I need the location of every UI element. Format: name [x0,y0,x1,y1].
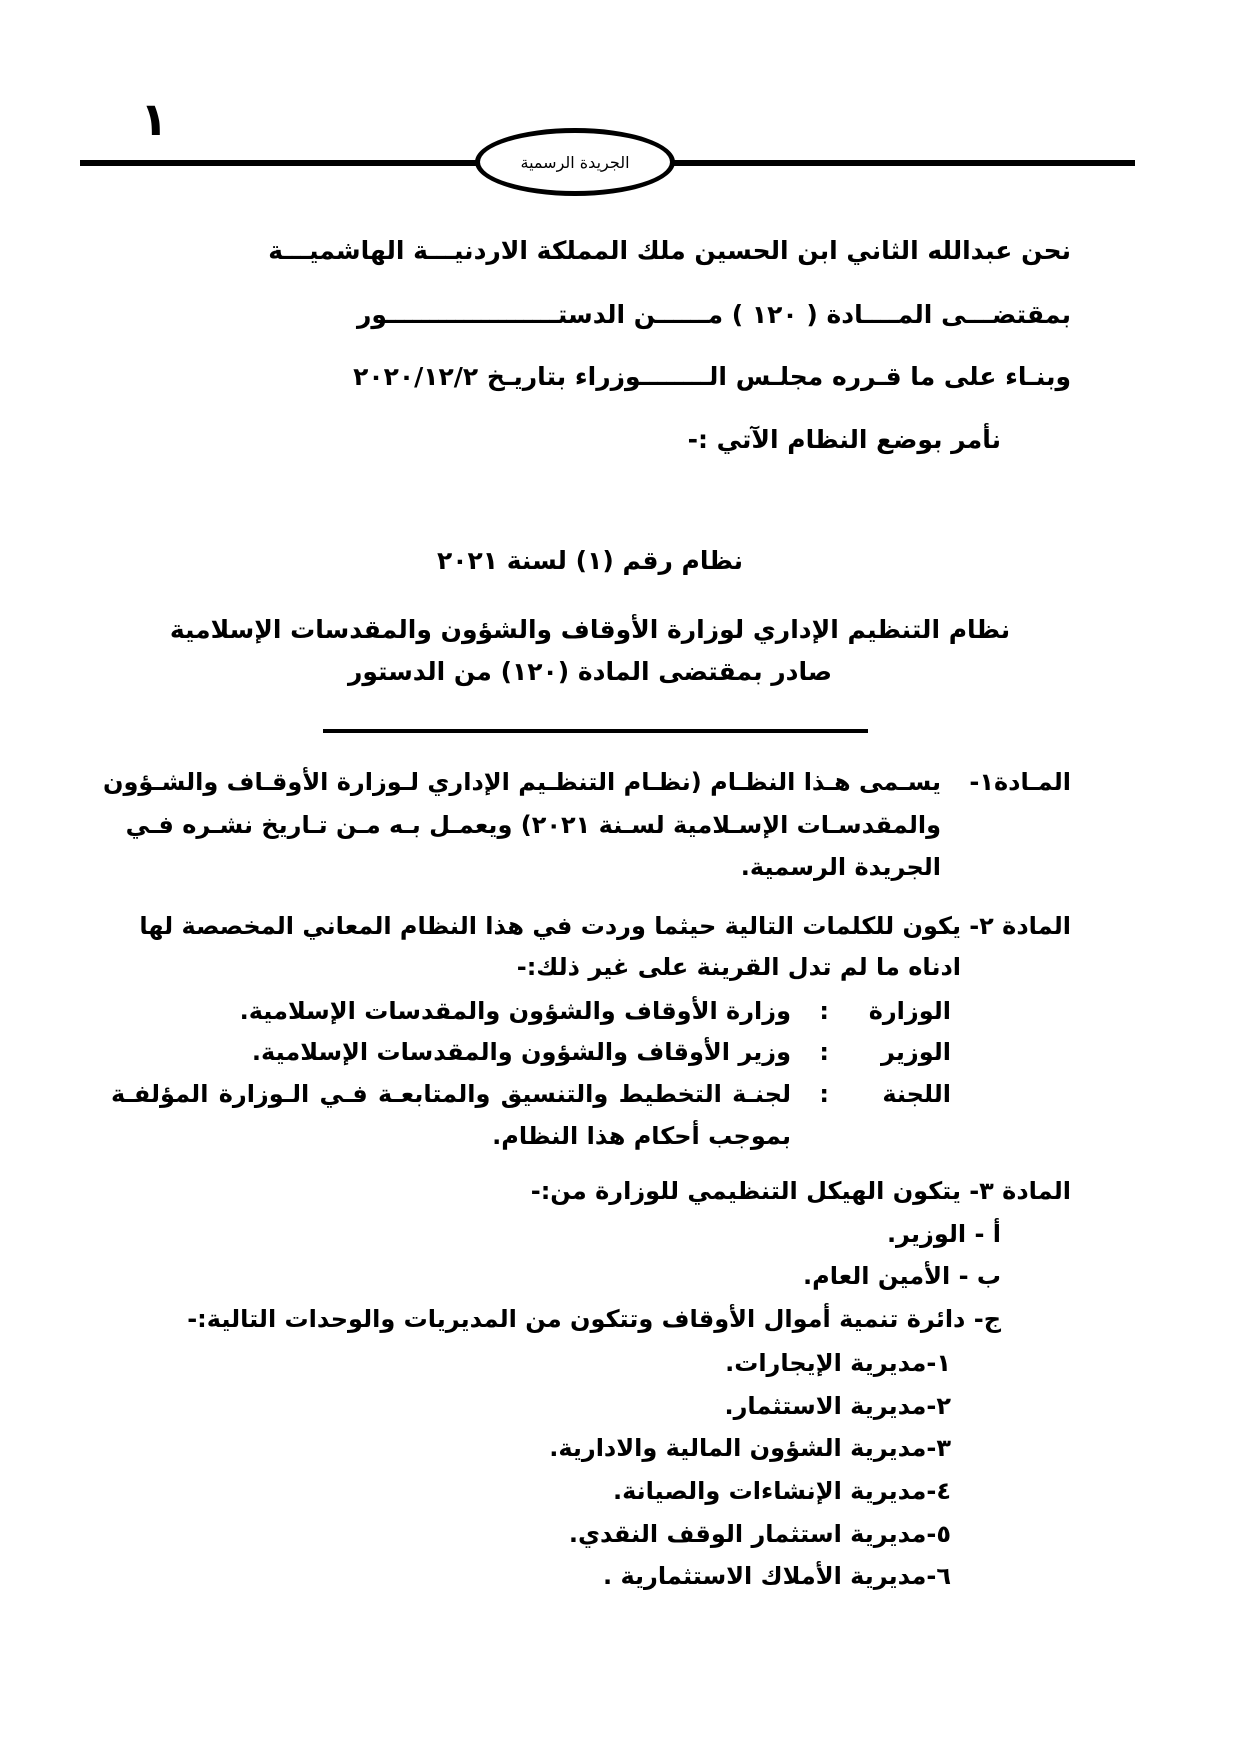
definition-meaning: وزير الأوقاف والشؤون والمقدسات الإسلامية. [251,1038,791,1066]
definition-term: الوزير [880,1038,951,1066]
definition-continuation: بموجب أحكام هذا النظام. [492,1122,791,1150]
article-1-label: المـادة١- [969,768,1071,796]
directorate-item: ١-مديرية الإيجارات. [725,1349,951,1377]
definition-colon: : [819,1080,829,1108]
directorate-item: ٦-مديرية الأملاك الاستثمارية . [603,1562,951,1590]
definition-term: اللجنة [882,1080,951,1108]
definition-colon: : [819,1038,829,1066]
definition-term: الوزارة [868,997,951,1025]
preamble-line-1: نحن عبدالله الثاني ابن الحسين ملك المملكة الاردنيـــة الهاشميـــة [268,236,1071,265]
definition-meaning: لجنـة التخطيط والتنسيق والمتابعـة فـي الـوزارة المؤلفـة [111,1080,791,1108]
regulation-name-line-2: صادر بمقتضى المادة (١٢٠) من الدستور [347,657,833,686]
page-number: ١ [140,92,169,146]
directorate-item: ٢-مديرية الاستثمار. [724,1392,951,1420]
gazette-label: الجريدة الرسمية [520,152,630,172]
regulation-number-title: نظام رقم (١) لسنة ٢٠٢١ [437,546,743,575]
article-3-intro: يتكون الهيكل التنظيمي للوزارة من:- [530,1177,961,1205]
article-1-line-2: والمقدسـات الإسـلامية لسـنة ٢٠٢١) ويعمـل بـه مـن تـاريخ نشـره فـي [125,811,941,839]
preamble-line-4: نأمر بوضع النظام الآتي :- [687,425,1001,454]
article-2-line-2: ادناه ما لم تدل القرينة على غير ذلك:- [516,953,961,981]
gazette-header-oval [475,128,675,196]
article-3-label: المادة ٣- [969,1177,1071,1205]
header-rule-left [80,160,485,166]
article-2-label: المادة ٢- [969,912,1071,940]
preamble-line-2: بمقتضـــى المــــادة ( ١٢٠ ) مــــــن الدستــــــــــــــــــــور [356,300,1071,329]
article-1-line-3: الجريدة الرسمية. [740,853,941,881]
directorate-item: ٥-مديرية استثمار الوقف النقدي. [568,1520,951,1548]
article-3-item-a: أ - الوزير. [886,1220,1001,1248]
definition-colon: : [819,997,829,1025]
header-rule-right [665,160,1135,166]
article-3-item-c: ج- دائرة تنمية أموال الأوقاف وتتكون من المديريات والوحدات التالية:- [187,1305,1001,1333]
article-2-line-1: يكون للكلمات التالية حيثما وردت في هذا النظام المعاني المخصصة لها [139,912,961,940]
title-underline [323,729,868,733]
regulation-name-line-1: نظام التنظيم الإداري لوزارة الأوقاف والشؤون والمقدسات الإسلامية [169,615,1011,644]
definition-meaning: وزارة الأوقاف والشؤون والمقدسات الإسلامية. [239,997,791,1025]
preamble-line-3: وبنـاء على ما قـرره مجلـس الــــــــوزراء بتاريـخ ٢٠٢٠/١٢/٢ [353,362,1071,391]
directorate-item: ٣-مديرية الشؤون المالية والادارية. [549,1434,951,1462]
directorate-item: ٤-مديرية الإنشاءات والصيانة. [612,1477,951,1505]
article-3-item-b: ب - الأمين العام. [803,1262,1001,1290]
article-1-line-1: يسـمى هـذا النظـام (نظـام التنظـيم الإداري لـوزارة الأوقـاف والشـؤون [103,768,941,796]
